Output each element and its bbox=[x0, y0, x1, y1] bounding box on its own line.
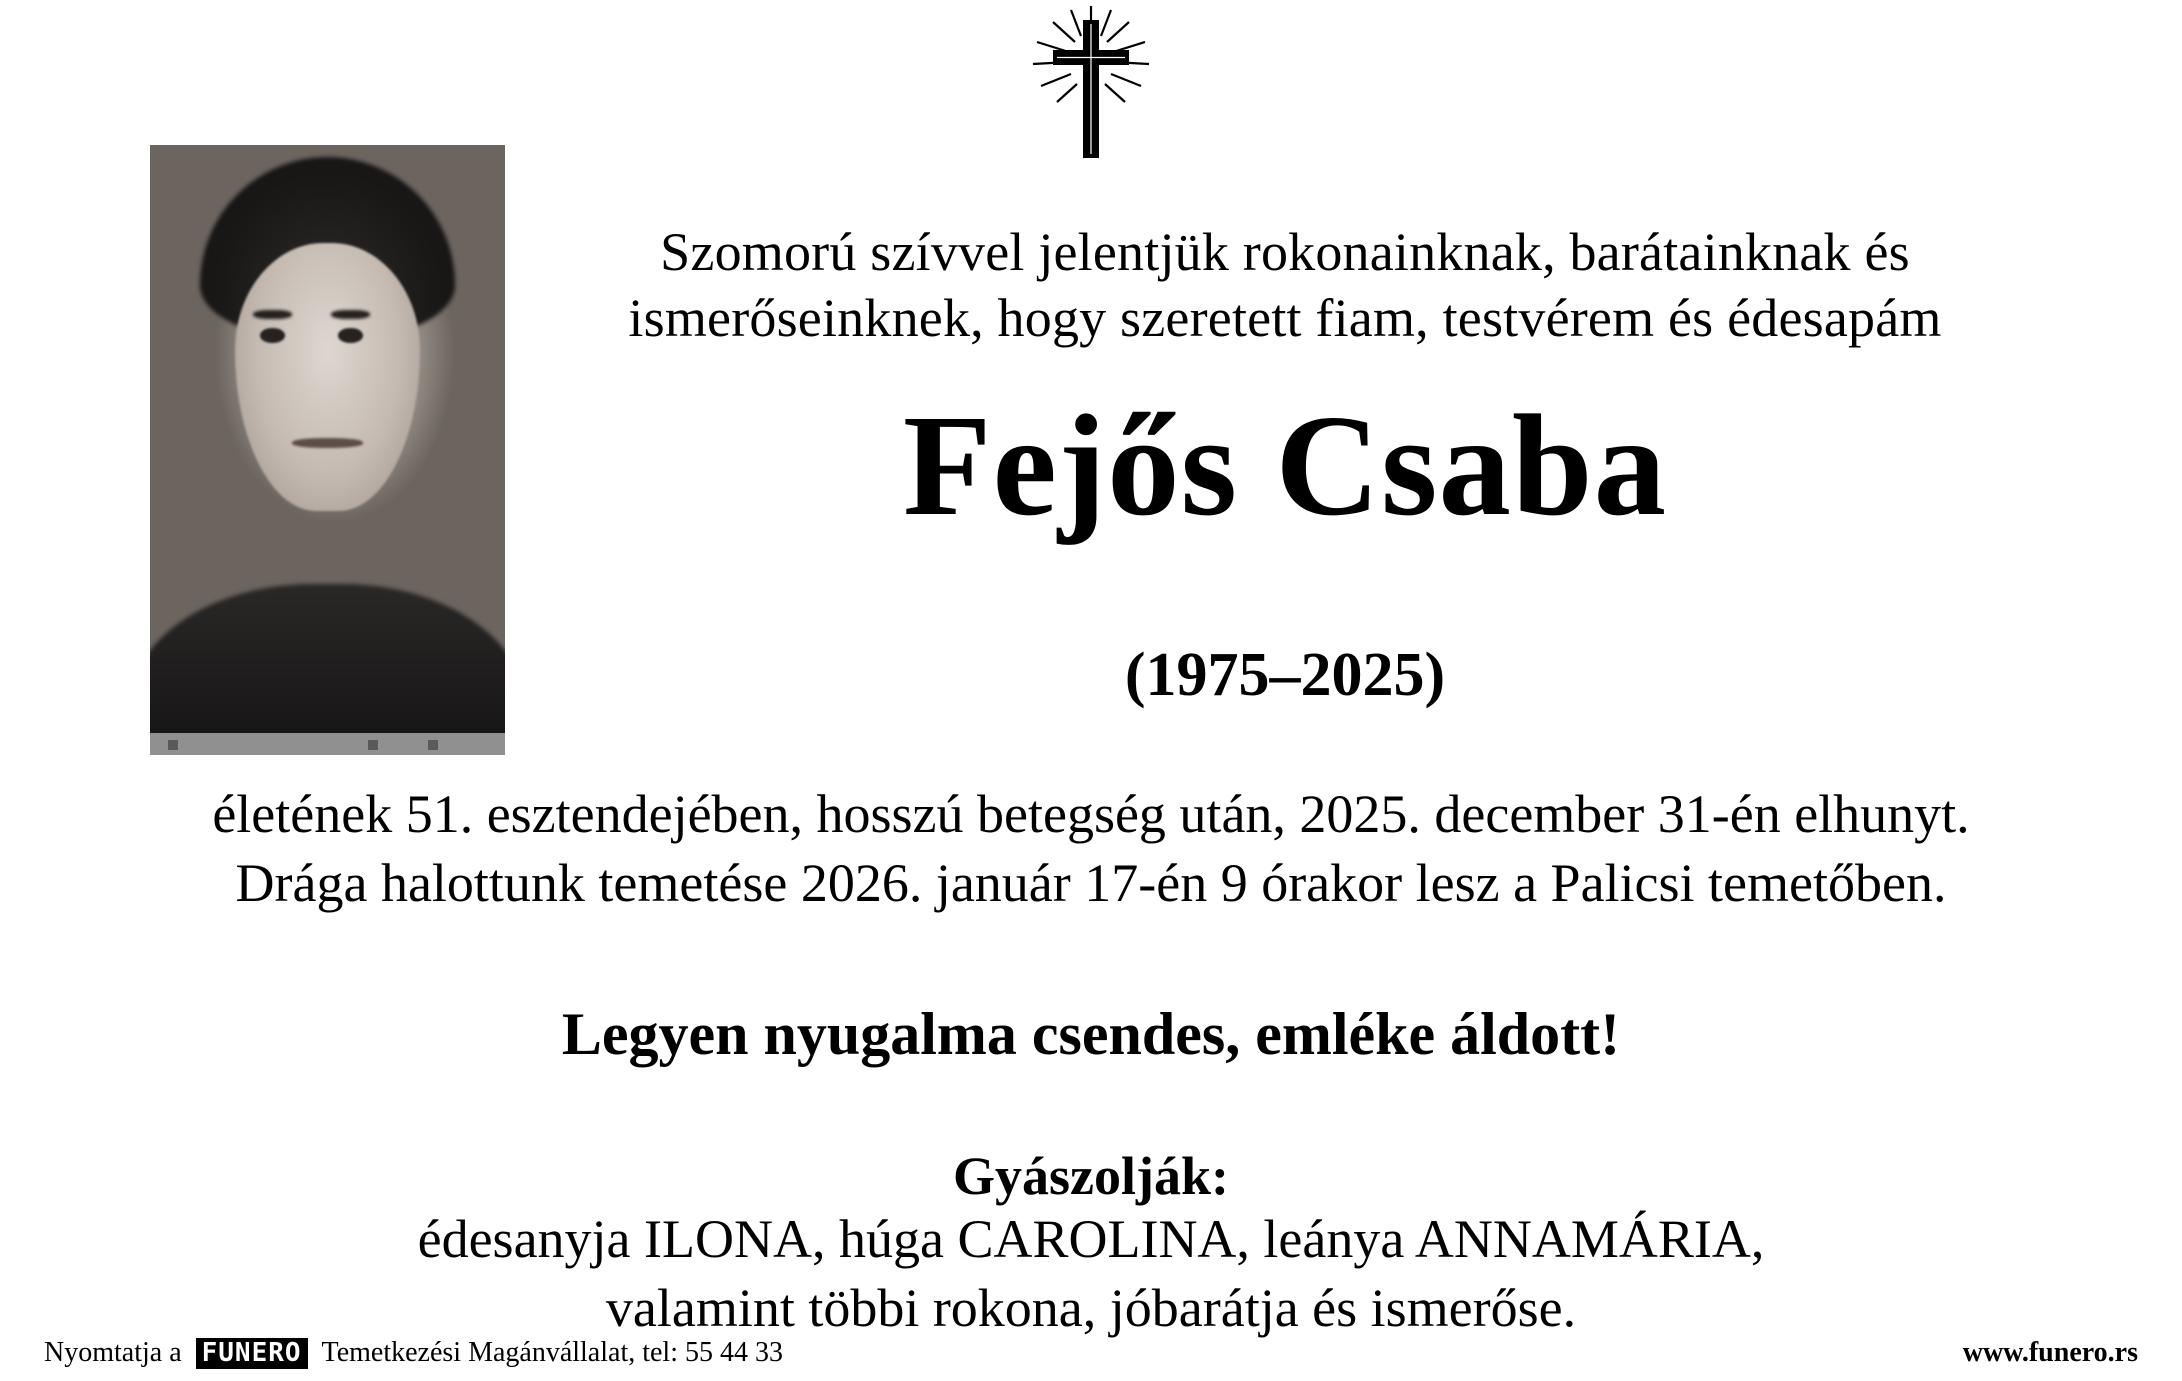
funero-logo: FUNERO bbox=[196, 1338, 308, 1369]
intro-line-1: Szomorú szívvel jelentjük rokonainknak, barátainknak és bbox=[660, 222, 1910, 282]
portrait-eye-right bbox=[338, 328, 363, 343]
intro-line-2: ismerőseinknek, hogy szeretett fiam, testvérem és édesapám bbox=[628, 287, 1942, 348]
mourners-line-1: édesanyja ILONA, húga CAROLINA, leánya ANNAMÁRIA, bbox=[417, 1209, 1765, 1269]
footer-website[interactable]: www.funero.rs bbox=[1962, 1337, 2138, 1368]
portrait-shoulders bbox=[150, 584, 505, 755]
mourners-title: Gyászolják: bbox=[953, 1146, 1229, 1206]
intro-text bbox=[520, 220, 2050, 352]
deceased-name: Fejős Csaba bbox=[902, 386, 1668, 546]
life-years: (1975–2025) bbox=[1124, 641, 1446, 709]
funeral-detail-line-2: Drága halottunk temetése 2026. január 17-én 9 órakor lesz a Palicsi temetőben. bbox=[235, 853, 1947, 914]
death-details bbox=[30, 780, 2152, 918]
portrait-eye-left bbox=[260, 328, 285, 343]
portrait-bar-marker-mid bbox=[368, 740, 378, 750]
portrait-bar-marker-right bbox=[428, 740, 438, 750]
portrait-brow-right bbox=[331, 310, 370, 320]
portrait-bar-marker-left bbox=[168, 740, 178, 750]
farewell-message: Legyen nyugalma csendes, emléke áldott! bbox=[561, 1001, 1621, 1067]
portrait-face bbox=[235, 243, 420, 511]
portrait-photo bbox=[150, 145, 505, 755]
portrait-brow-left bbox=[253, 310, 292, 320]
footer-printer-info bbox=[44, 1337, 783, 1369]
mourners-line-2: valamint többi rokona, jóbarátja és ismerőse. bbox=[605, 1278, 1577, 1339]
mourners-list bbox=[30, 1205, 2152, 1343]
footer-printer-suffix: Temetkezési Magánvállalat, tel: 55 44 33 bbox=[321, 1337, 783, 1368]
portrait-mouth bbox=[292, 438, 363, 448]
portrait-bottom-bar bbox=[150, 733, 505, 755]
footer-printer-prefix: Nyomtatja a bbox=[44, 1337, 182, 1368]
death-detail-line-1: életének 51. esztendejében, hosszú betegség után, 2025. december 31-én elhunyt. bbox=[212, 784, 1970, 844]
footer bbox=[0, 1333, 2182, 1373]
cross-icon bbox=[0, 2, 2182, 162]
